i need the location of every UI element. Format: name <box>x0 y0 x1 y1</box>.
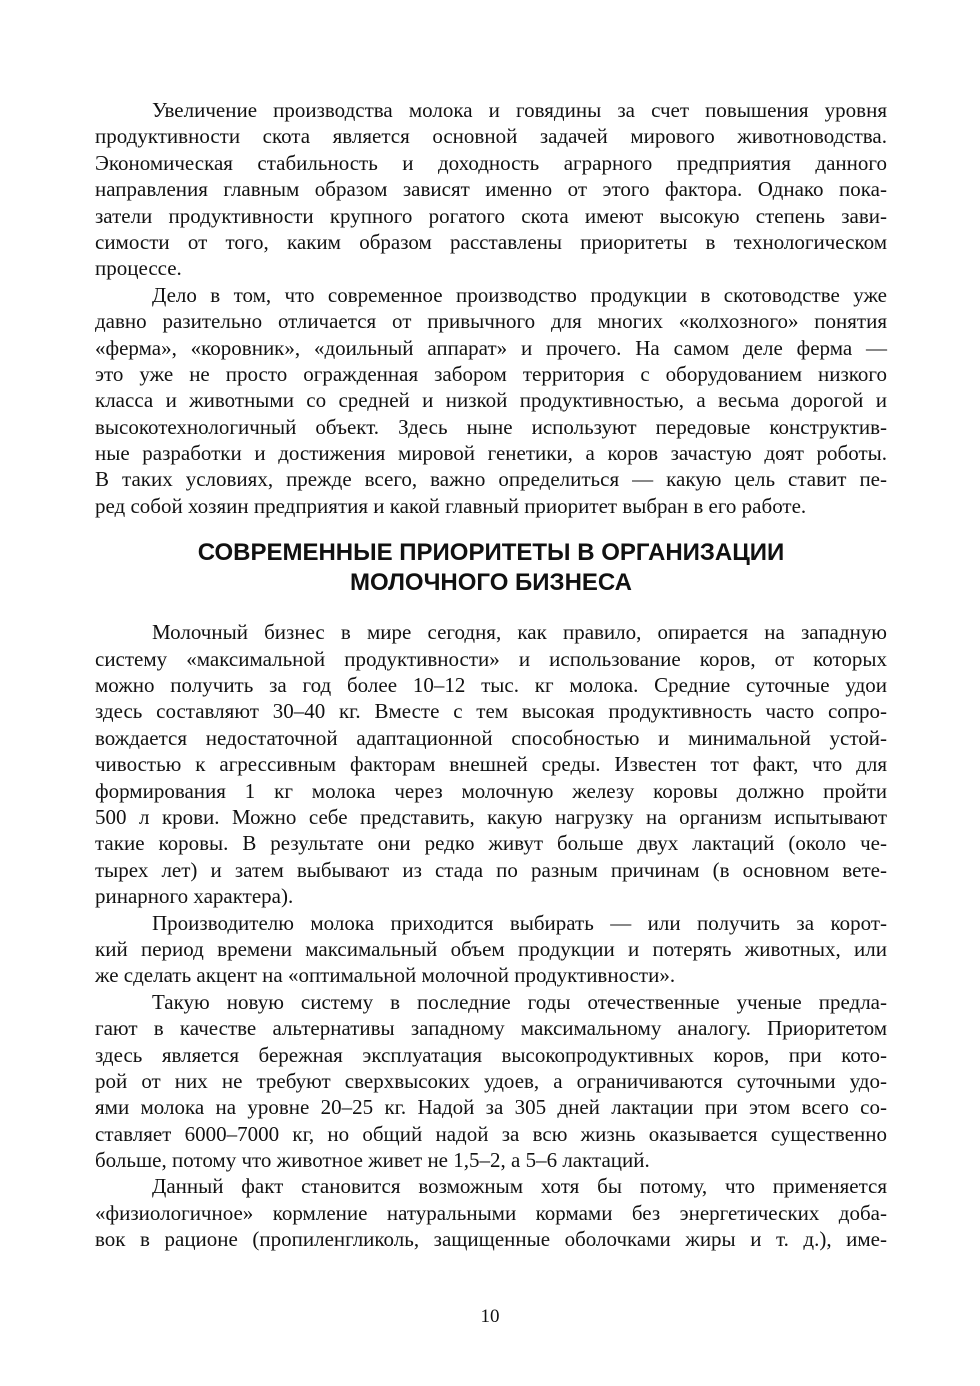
text-line: «физиологичное» кормление натуральными кормами без энергетических доба- <box>95 1200 887 1225</box>
body-text-after-heading <box>95 619 887 1252</box>
text-line: Дело в том, что современное производство продукции в скотоводстве уже <box>152 282 887 307</box>
text-line: ями молока на уровне 20–25 кг. Надой за 305 дней лактации при этом всего со- <box>95 1095 887 1120</box>
text-line: направления главным образом зависят именно от этого фактора. Однако пока- <box>95 177 887 202</box>
text-line: Такую новую систему в последние годы отечественные ученые предла- <box>152 989 887 1014</box>
text-line: Данный факт становится возможным хотя бы потому, что применяется <box>152 1174 887 1199</box>
text-line: ные разработки и достижения мировой генетики, а коров зачастую доят роботы. <box>95 441 887 466</box>
section-heading-line-1: СОВРЕМЕННЫЕ ПРИОРИТЕТЫ В ОРГАНИЗАЦИИ <box>197 539 785 567</box>
paragraph <box>95 619 887 909</box>
body-text-before-heading <box>95 97 887 519</box>
text-line: это уже не просто огражденная забором территория с оборудованием низкого <box>95 361 887 386</box>
text-line: формирования 1 кг молока через молочную железу коровы должно пройти <box>95 778 887 803</box>
text-line: ставляет 6000–7000 кг, но общий надой за всю жизнь оказывается существенно <box>95 1121 887 1146</box>
text-line: класса и животными со средней и низкой продуктивностью, а весьма дорогой и <box>95 388 887 413</box>
text-line: вок в рационе (пропиленгликоль, защищенные оболочками жиры и т. д.), име- <box>95 1227 887 1252</box>
document-page <box>95 97 887 1253</box>
text-line: ринарного характера). <box>95 884 294 909</box>
text-line: 500 л крови. Можно себе представить, какую нагрузку на организм испытывают <box>95 804 887 829</box>
text-line: ред собой хозяин предприятия и какой главный приоритет выбран в его работе. <box>95 493 807 518</box>
text-line: В таких условиях, прежде всего, важно определиться — какую цель ставит пе- <box>95 467 887 492</box>
text-line: здесь является бережная эксплуатация высокопродуктивных коров, при кото- <box>95 1042 887 1067</box>
text-line: Молочный бизнес в мире сегодня, как правило, опирается на западную <box>152 620 887 645</box>
text-line: высокотехнологичный объект. Здесь ныне используют передовые конструктив- <box>95 414 887 439</box>
page-number: 10 <box>480 1306 500 1327</box>
text-line: процессе. <box>95 256 182 281</box>
text-line: тырех лет) и затем выбывают из стада по разным причинам (в основном вете- <box>95 857 887 882</box>
text-line: чивостью к агрессивным факторам внешней среды. Известен тот факт, что для <box>95 752 887 777</box>
text-line: вождается недостаточной адаптационной способностью и минимальной устой- <box>95 725 887 750</box>
text-line: «ферма», «коровник», «доильный аппарат» и прочего. На самом деле ферма — <box>95 335 887 360</box>
text-line: гают в качестве альтернативы западному максимальному аналогу. Приоритетом <box>95 1016 887 1041</box>
text-line: затели продуктивности крупного рогатого скота имеют высокую степень зави- <box>95 203 887 228</box>
text-line: здесь составляют 30–40 кг. Вместе с тем высокая продуктивность часто сопро- <box>95 699 887 724</box>
text-line: продуктивности скота является основной задачей мирового животноводства. <box>95 124 887 149</box>
text-line: такие коровы. В результате они редко живут больше двух лактаций (около че- <box>95 831 887 856</box>
paragraph <box>95 1173 887 1252</box>
text-line: систему «максимальной продуктивности» и использование коров, от которых <box>95 646 887 671</box>
text-line: Экономическая стабильность и доходность аграрного предприятия данного <box>95 150 887 175</box>
paragraph <box>95 989 887 1174</box>
text-line: кий период времени максимальный объем продукции и потерять животных, или <box>95 936 887 961</box>
text-line: Производителю молока приходится выбирать — или получить за корот- <box>152 910 887 935</box>
text-line: больше, потому что животное живет не 1,5–2, а 5–6 лактаций. <box>95 1148 650 1173</box>
paragraph <box>95 282 887 520</box>
text-line: можно получить за год более 10–12 тыс. кг молока. Средние суточные удои <box>95 673 887 698</box>
text-line: рой от них не требуют сверхвысоких удоев, а ограничиваются суточными удо- <box>95 1068 887 1093</box>
section-heading-line-2: МОЛОЧНОГО БИЗНЕСА <box>350 569 632 597</box>
text-line: давно разительно отличается от привычного для многих «колхозного» понятия <box>95 309 887 334</box>
paragraph <box>95 97 887 282</box>
text-line: симости от того, каким образом расставлены приоритеты в технологическом <box>95 229 887 254</box>
section-heading <box>95 538 887 598</box>
text-line: же сделать акцент на «оптимальной молочной продуктивности». <box>95 963 676 988</box>
paragraph <box>95 910 887 989</box>
text-line: Увеличение производства молока и говядины за счет повышения уровня <box>152 98 887 122</box>
